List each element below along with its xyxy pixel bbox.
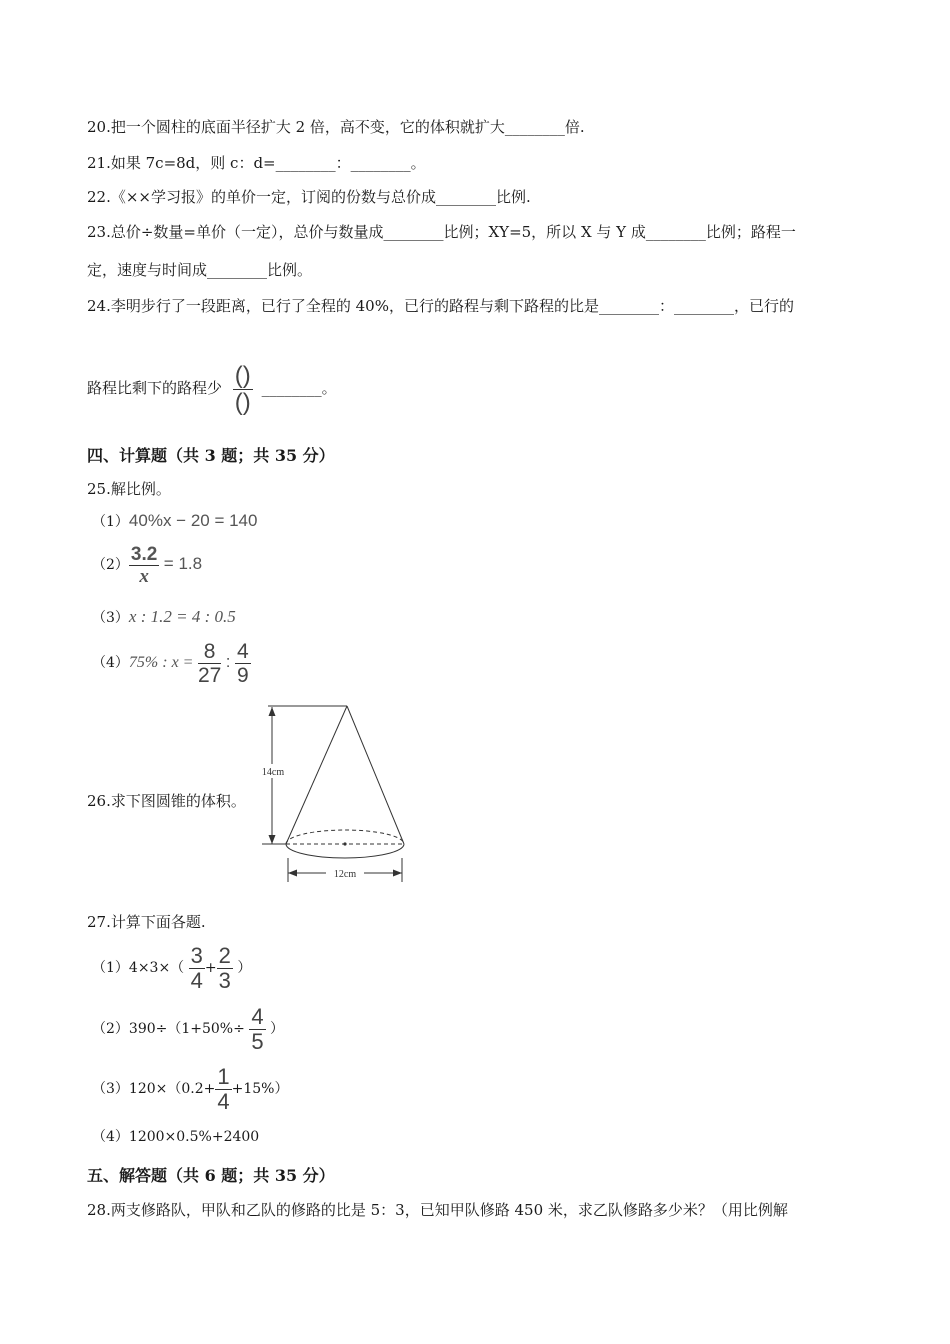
fraction-4-9: [235, 641, 251, 686]
height-arrow-top: [269, 707, 276, 716]
section-4-heading: 四、计算题（共 3 题；共 35 分）: [87, 446, 335, 465]
question-27-item-2: [92, 1004, 284, 1054]
question-21: 21.如果 7c=8d，则 c：d=________：________。: [87, 154, 426, 172]
equation-rest: = 1.8: [163, 554, 203, 573]
base-ellipse-front: [286, 844, 404, 858]
question-22: 22.《××学习报》的单价一定，订阅的份数与总价成________比例.: [87, 188, 531, 206]
question-25-item-2: [92, 542, 202, 586]
cone-diagram: [250, 698, 420, 888]
fraction-numerator: 1: [217, 1063, 230, 1089]
fraction-denominator: 4: [190, 967, 203, 993]
question-24-suffix: ________。: [261, 379, 337, 397]
ratio-colon: :: [225, 652, 231, 671]
item-expression-start: （3）120×（0.2+: [92, 1081, 216, 1097]
plus-sign: +: [204, 960, 217, 976]
fraction-numerator: (): [234, 361, 251, 389]
question-27-item-1: [92, 943, 251, 993]
question-27: 27.计算下面各题.: [87, 913, 206, 931]
fraction-4-5: [249, 1003, 265, 1054]
fraction-numerator: 2: [218, 942, 231, 968]
question-23-line-2: 定，速度与时间成________比例。: [87, 261, 313, 279]
fraction-2-3: [217, 942, 233, 993]
fraction-denominator: 9: [236, 663, 249, 687]
equation-fraction: [129, 545, 159, 586]
item-number: （4）: [92, 655, 129, 671]
question-26: 26.求下图圆锥的体积。: [87, 792, 246, 810]
question-24-blank-fraction: [233, 361, 253, 416]
diameter-arrow-right: [393, 870, 402, 877]
cone-right-edge: [347, 706, 404, 844]
question-27-item-3: [92, 1064, 288, 1114]
item-expression-start: （2）390÷（1+50%÷: [92, 1021, 245, 1037]
question-25: 25.解比例。: [87, 480, 171, 498]
fraction-denominator: x: [139, 565, 149, 587]
height-arrow-bottom: [269, 835, 276, 844]
equation: x : 1.2 = 4 : 0.5: [128, 607, 236, 626]
fraction-denominator: 3: [218, 967, 231, 993]
item-expression-end: ）: [270, 1021, 285, 1037]
item-number: （2）: [92, 557, 129, 573]
cone-left-edge: [286, 706, 347, 844]
fraction-denominator: 27: [197, 663, 222, 687]
base-ellipse-back: [286, 830, 404, 844]
fraction-8-27: [198, 641, 221, 686]
item-expression-end: ）: [237, 960, 252, 976]
fraction-denominator: 4: [217, 1088, 230, 1114]
diameter-arrow-left: [288, 870, 297, 877]
question-24-line-2: [87, 355, 337, 421]
fraction-3-4: [189, 942, 205, 993]
question-23-line-1: 23.总价÷数量=单价（一定），总价与数量成________比例；XY=5，所以 X 与 Y 成________比例；路程一: [87, 223, 796, 241]
question-25-item-4: [92, 638, 251, 686]
question-24-prefix: 路程比剩下的路程少: [87, 379, 223, 397]
question-28: 28.两支修路队，甲队和乙队的修路的比是 5：3，已知甲队修路 450 米，求乙队修路多少米？（用比例解: [87, 1201, 788, 1219]
fraction-numerator: 4: [236, 639, 249, 663]
fraction-numerator: 8: [198, 641, 221, 664]
fraction-numerator: 3.2: [130, 543, 158, 565]
equation: 40%x − 20 = 140: [128, 511, 258, 530]
item-number: （3）: [92, 610, 129, 626]
question-24-line-1: 24.李明步行了一段距离，已行了全程的 40%，已行的路程与剩下路程的比是________：________，已行的: [87, 297, 794, 315]
item-expression-end: +15%）: [231, 1081, 289, 1097]
fraction-numerator: 4: [251, 1003, 264, 1029]
equation-left: 75% : x =: [128, 654, 194, 671]
question-20: 20.把一个圆柱的底面半径扩大 2 倍，高不变，它的体积就扩大________倍.: [87, 118, 585, 136]
fraction-denominator: (): [234, 388, 251, 416]
diameter-label: 12cm: [333, 869, 357, 880]
fraction-denominator: 5: [251, 1028, 264, 1054]
section-5-heading: 五、解答题（共 6 题；共 35 分）: [87, 1166, 335, 1185]
fraction-1-4: [215, 1063, 231, 1114]
base-center-point: [343, 842, 346, 845]
question-25-item-1: [92, 511, 257, 532]
item-number: （1）: [92, 514, 129, 530]
height-label: 14cm: [261, 767, 285, 778]
question-25-item-3: [92, 607, 236, 628]
fraction-numerator: 3: [190, 942, 203, 968]
question-27-item-4: （4）1200×0.5%+2400: [92, 1129, 260, 1145]
item-expression-start: （1）4×3×（: [92, 960, 185, 976]
